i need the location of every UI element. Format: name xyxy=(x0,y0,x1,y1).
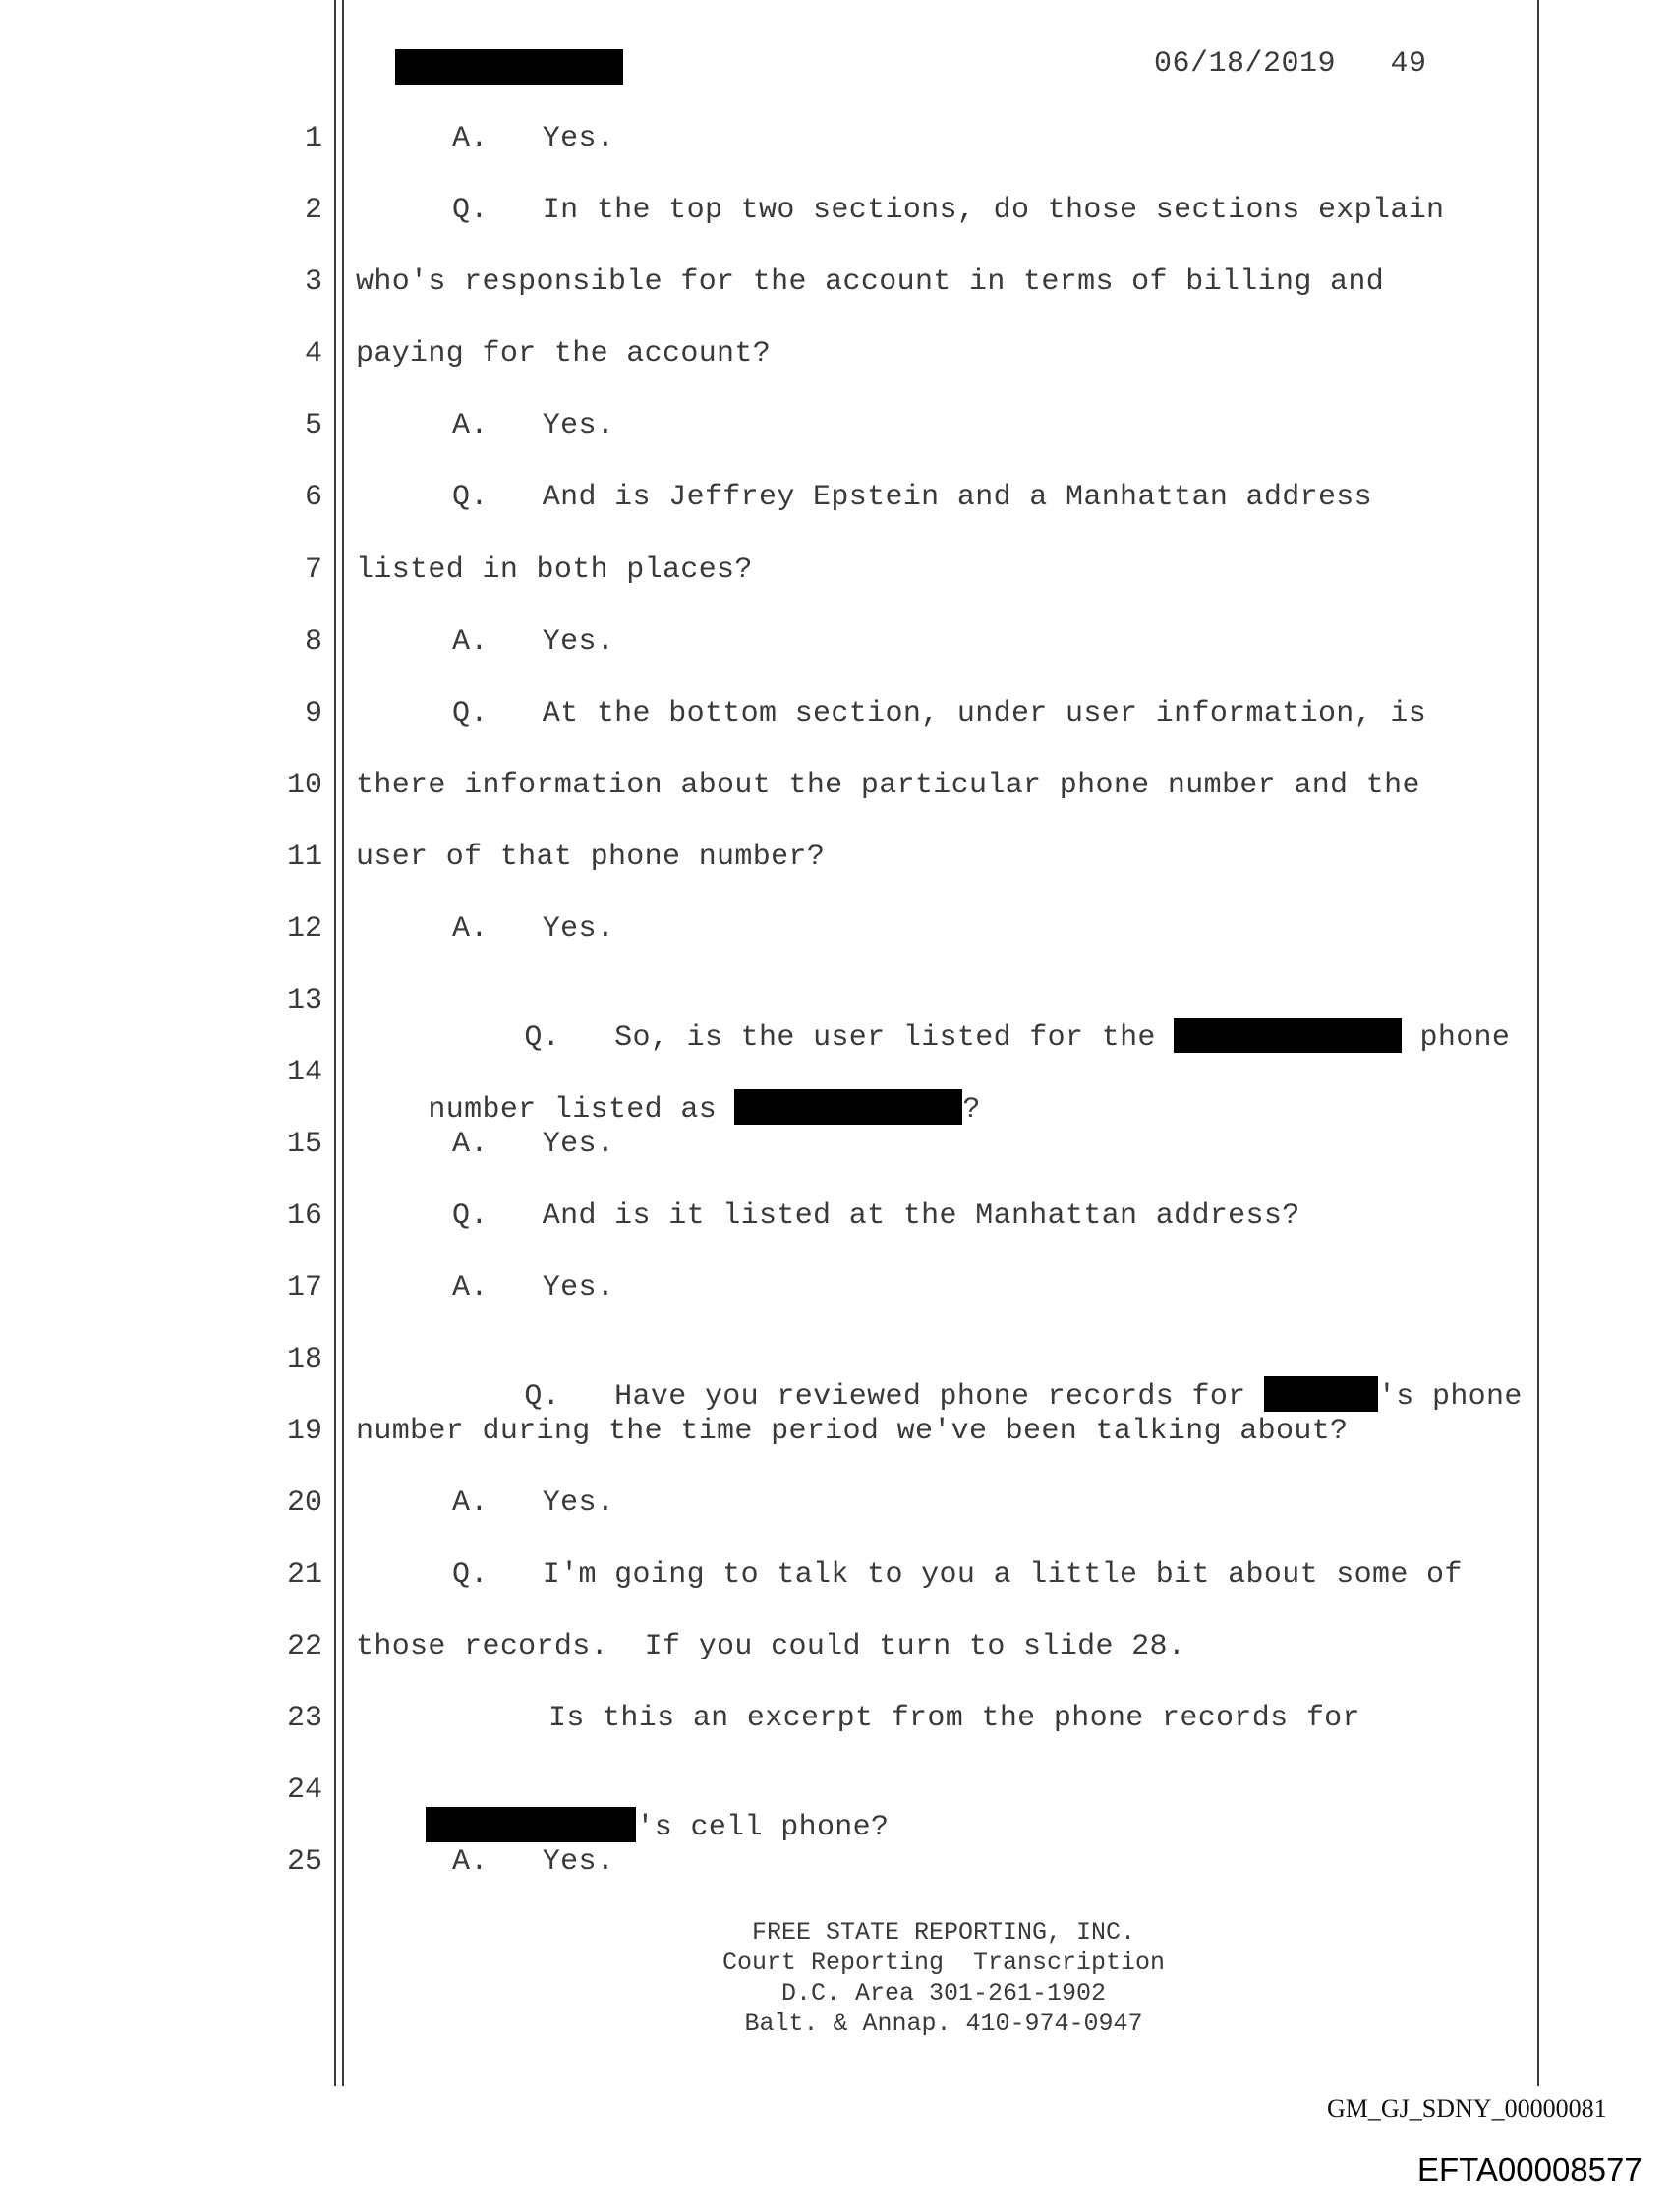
line-number: 22 xyxy=(286,1630,322,1663)
line-number: 5 xyxy=(304,409,322,442)
line-number: 14 xyxy=(286,1056,322,1089)
transcript-line-9: Q. At the bottom section, under user information, is xyxy=(452,697,1427,730)
header-redaction-block xyxy=(395,49,623,85)
transcript-line-11: user of that phone number? xyxy=(356,841,826,874)
footer-dc-phone: D.C. Area 301-261-1902 xyxy=(780,1979,1107,2008)
right-margin-rule xyxy=(1537,0,1539,2086)
line-number: 11 xyxy=(286,841,322,874)
transcript-line-24-end: 's cell phone? xyxy=(636,1811,890,1844)
header-date-page-number: 06/18/2019 49 xyxy=(1154,47,1427,81)
transcript-line-8: A. Yes. xyxy=(452,625,615,659)
transcript-line-19: number during the time period we've been talking about? xyxy=(356,1415,1349,1448)
left-margin-rule-outer xyxy=(334,0,336,2086)
line-number: 9 xyxy=(304,697,322,730)
transcript-line-12: A. Yes. xyxy=(452,912,615,946)
efta-number: EFTA00008577 xyxy=(1417,2151,1642,2187)
line-number: 17 xyxy=(286,1271,322,1305)
line-number: 19 xyxy=(286,1415,322,1448)
transcript-line-10: there information about the particular phone number and the xyxy=(356,769,1420,802)
line-number: 7 xyxy=(304,553,322,587)
transcript-line-14 xyxy=(356,1056,981,1160)
line-number: 1 xyxy=(304,122,322,155)
redaction-block xyxy=(1174,1018,1402,1053)
transcript-line-18-start: Q. Have you reviewed phone records for xyxy=(524,1380,1264,1414)
transcript-line-21: Q. I'm going to talk to you a little bit about some of xyxy=(452,1558,1463,1592)
line-number: 8 xyxy=(304,625,322,659)
transcript-line-16: Q. And is it listed at the Manhattan address? xyxy=(452,1199,1300,1233)
line-number: 13 xyxy=(286,984,322,1018)
line-number: 3 xyxy=(304,265,322,299)
redaction-block xyxy=(1264,1376,1378,1412)
line-number: 12 xyxy=(286,912,322,946)
line-number: 16 xyxy=(286,1199,322,1233)
transcript-line-13-end: phone xyxy=(1402,1021,1511,1055)
line-number: 24 xyxy=(286,1774,322,1807)
line-number: 2 xyxy=(304,194,322,227)
line-number: 20 xyxy=(286,1486,322,1520)
line-number: 18 xyxy=(286,1343,322,1376)
reporting-footer xyxy=(639,1917,1248,2039)
transcript-line-2: Q. In the top two sections, do those sections explain xyxy=(452,194,1445,227)
footer-company: FREE STATE REPORTING, INC. xyxy=(751,1918,1136,1947)
line-number: 23 xyxy=(286,1702,322,1735)
redaction-block xyxy=(426,1807,636,1842)
transcript-line-24 xyxy=(354,1774,889,1878)
transcript-line-5: A. Yes. xyxy=(452,409,615,442)
transcript-line-23: Is this an excerpt from the phone records for xyxy=(548,1702,1360,1735)
transcript-line-4: paying for the account? xyxy=(356,337,772,371)
transcript-line-3: who's responsible for the account in terms of billing and xyxy=(356,265,1385,299)
footer-balt-phone: Balt. & Annap. 410-974-0947 xyxy=(744,2009,1143,2038)
transcript-line-17: A. Yes. xyxy=(452,1271,615,1305)
transcript-line-20: A. Yes. xyxy=(452,1486,615,1520)
transcript-line-6: Q. And is Jeffrey Epstein and a Manhattan address xyxy=(452,481,1372,514)
redaction-block xyxy=(734,1089,962,1125)
transcript-line-15: A. Yes. xyxy=(452,1128,615,1161)
transcript-line-18-end: 's phone xyxy=(1377,1380,1523,1414)
line-number: 4 xyxy=(304,337,322,371)
transcript-line-25: A. Yes. xyxy=(452,1845,615,1879)
line-number: 10 xyxy=(286,769,322,802)
line-number: 25 xyxy=(286,1845,322,1879)
line-number: 15 xyxy=(286,1128,322,1161)
line-number: 6 xyxy=(304,481,322,514)
transcript-line-14-start: number listed as xyxy=(428,1093,735,1127)
footer-services: Court Reporting Transcription xyxy=(721,1949,1166,1977)
left-margin-rule-inner xyxy=(342,0,344,2086)
transcript-line-1: A. Yes. xyxy=(452,122,615,155)
transcript-line-22: those records. If you could turn to slide 28. xyxy=(356,1630,1186,1663)
line-number: 21 xyxy=(286,1558,322,1592)
transcript-line-14-end: ? xyxy=(962,1093,981,1127)
transcript-line-7: listed in both places? xyxy=(356,553,753,587)
transcript-line-13-start: Q. So, is the user listed for the xyxy=(524,1021,1175,1055)
bates-number: GM_GJ_SDNY_00000081 xyxy=(1327,2094,1607,2123)
